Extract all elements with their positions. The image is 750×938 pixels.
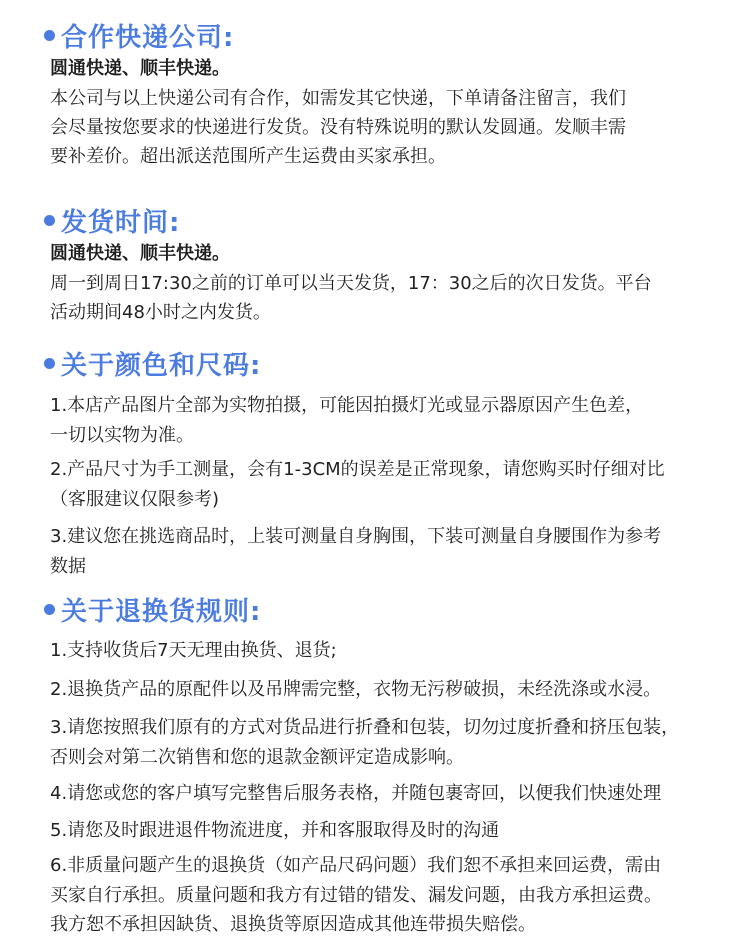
text-line: 活动期间48小时之内发货。 [50,302,271,323]
text-line: 3.请您按照我们原有的方式对货品进行折叠和包装，切勿过度折叠和挤压包装， [50,717,680,738]
heading-text: 关于颜色和尺码: [61,350,262,381]
text-line: 周一到周日17:30之前的订单可以当天发货，17：30之后的次日发货。平台 [50,273,652,294]
text-line: 2.产品尺寸为手工测量，会有1-3CM的误差是正常现象，请您购买时仔细对比 [50,459,665,480]
text-line: 会尽量按您要求的快递进行发货。没有特殊说明的默认发圆通。发顺丰需 [50,117,626,138]
section-heading-delivery-time [44,202,180,238]
text-line: 4.请您或您的客户填写完整售后服务表格，并随包裹寄回，以便我们快速处理 [50,783,662,804]
text-line: 2.退换货产品的原配件以及吊牌需完整，衣物无污秽破损，未经洗涤或水浸。 [50,679,662,700]
text-line: 数据 [50,556,86,577]
text-line: 6.非质量问题产生的退换货（如产品尺码问题）我们恕不承担来回运费，需由 [50,855,662,876]
text-line: 一切以实物为准。 [50,425,194,446]
text-line: 圆通快递、顺丰快递。 [50,58,230,79]
text-line: 圆通快递、顺丰快递。 [50,243,230,264]
heading-text: 关于退换货规则: [61,596,262,627]
section-heading-color-size [44,345,261,381]
bullet-dot-icon [44,30,55,41]
text-line: 否则会对第二次销售和您的退款金额评定造成影响。 [50,747,464,768]
text-line: 3.建议您在挑选商品时，上装可测量自身胸围，下装可测量自身腰围作为参考 [50,526,662,547]
bullet-dot-icon [44,358,55,369]
section-heading-return-policy [44,591,261,627]
section-heading-shipping-partners [44,17,234,53]
text-line: 我方恕不承担因缺货、退换货等原因造成其他连带损失赔偿。 [50,914,536,935]
text-line: 要补差价。超出派送范围所产生运费由买家承担。 [50,146,446,167]
text-line: 5.请您及时跟进退件物流进度，并和客服取得及时的沟通 [50,820,500,841]
text-line: （客服建议仅限参考) [50,489,220,510]
text-line: 本公司与以上快递公司有合作，如需发其它快递，下单请备注留言，我们 [50,88,626,109]
text-line: 买家自行承担。质量问题和我方有过错的错发、漏发问题，由我方承担运费。 [50,885,662,906]
bullet-dot-icon [44,215,55,226]
heading-text: 发货时间: [61,207,181,238]
text-line: 1.本店产品图片全部为实物拍摄，可能因拍摄灯光或显示器原因产生色差， [50,395,644,416]
heading-text: 合作快递公司: [61,22,235,53]
text-line: 1.支持收货后7天无理由换货、退货; [50,640,337,661]
bullet-dot-icon [44,604,55,615]
